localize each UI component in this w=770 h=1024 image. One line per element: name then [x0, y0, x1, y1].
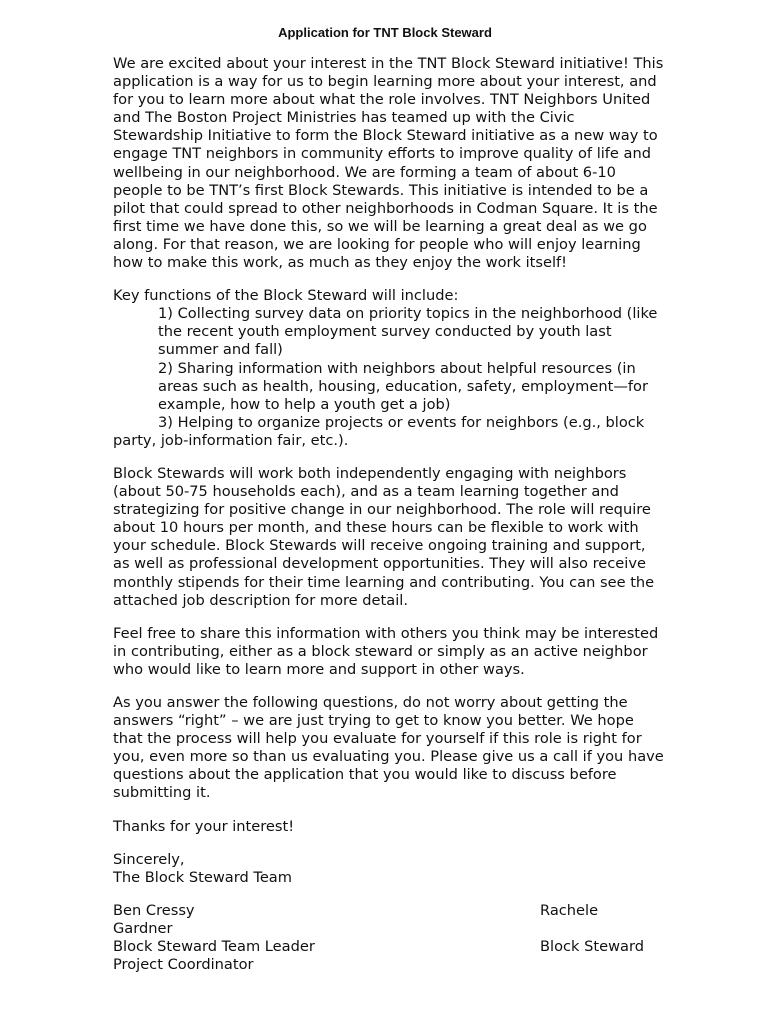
document-title: Application for TNT Block Steward [278, 25, 492, 40]
team-line: The Block Steward Team [113, 868, 292, 886]
signature-left [113, 902, 373, 974]
left-name-line2: Gardner [113, 919, 173, 937]
signature-block [113, 902, 665, 982]
function-item-1: 1) Collecting survey data on priority topics in the neighborhood (like the recent youth employment survey conducted by youth last summer and fall) [158, 305, 658, 359]
signoff-block [113, 851, 665, 887]
function-item-2: 2) Sharing information with neighbors about helpful resources (in areas such as health, housing, education, safety, employment—for example, how to help a youth get a job) [158, 359, 648, 413]
thanks-line: Thanks for your interest! [113, 817, 295, 835]
left-role-line2: Project Coordinator [113, 956, 254, 974]
functions-section [113, 287, 665, 450]
right-role: Block Steward [540, 938, 644, 956]
right-name: Rachele [540, 901, 599, 919]
questions-paragraph: As you answer the following questions, do not worry about getting the answers “right” – we are just trying to get to know you better. We hope that the process will help you evaluate for yourself if this role is right for you, even more so than us evaluating you. Please give us a call if you have questions about the application that you would like to discuss before submitting it. [113, 694, 664, 802]
intro-paragraph: We are excited about your interest in the TNT Block Steward initiative! This application is a way for us to begin learning more about your interest, and for you to learn more about what the role involves. TNT Neighbors United and The Boston Project Ministries has teamed up with the Civic Stewardship Initiative to form the Block Steward initiative as a new way to engage TNT neighbors in community efforts to improve quality of life and wellbeing in our neighborhood. We are forming a team of about 6-10 people to be TNT’s first Block Stewards. This initiative is intended to be a pilot that could spread to other neighborhoods in Codman Square. It is the first time we have done this, so we will be learning a great deal as we go along. For that reason, we are looking for people who will enjoy learning how to make this work, as much as they enjoy the work itself! [113, 55, 664, 272]
function-item-3: 3) Helping to organize projects or events for neighbors (e.g., block party, job-information fair, etc.). [113, 413, 645, 449]
functions-heading: Key functions of the Block Steward will include: [113, 287, 459, 305]
left-name-line1: Ben Cressy [113, 901, 195, 919]
signature-spacer [540, 920, 670, 938]
work-paragraph: Block Stewards will work both independently engaging with neighbors (about 50-75 households each), and as a team learning together and strategizing for positive change in our neighborhood. The role will require about 10 hours per month, and these hours can be flexible to work with your schedule. Block Stewards will receive ongoing training and support, as well as professional development opportunities. They will also receive monthly stipends for their time learning and contributing. You can see the attached job description for more detail. [113, 464, 655, 609]
closing-line: Sincerely, [113, 850, 185, 868]
share-paragraph: Feel free to share this information with others you think may be interested in contributing, either as a block steward or simply as an active neighbor who would like to learn more and support in other ways. [113, 624, 659, 678]
signature-right [540, 902, 670, 956]
document-body [113, 55, 665, 982]
left-role-line1: Block Steward Team Leader [113, 938, 315, 956]
